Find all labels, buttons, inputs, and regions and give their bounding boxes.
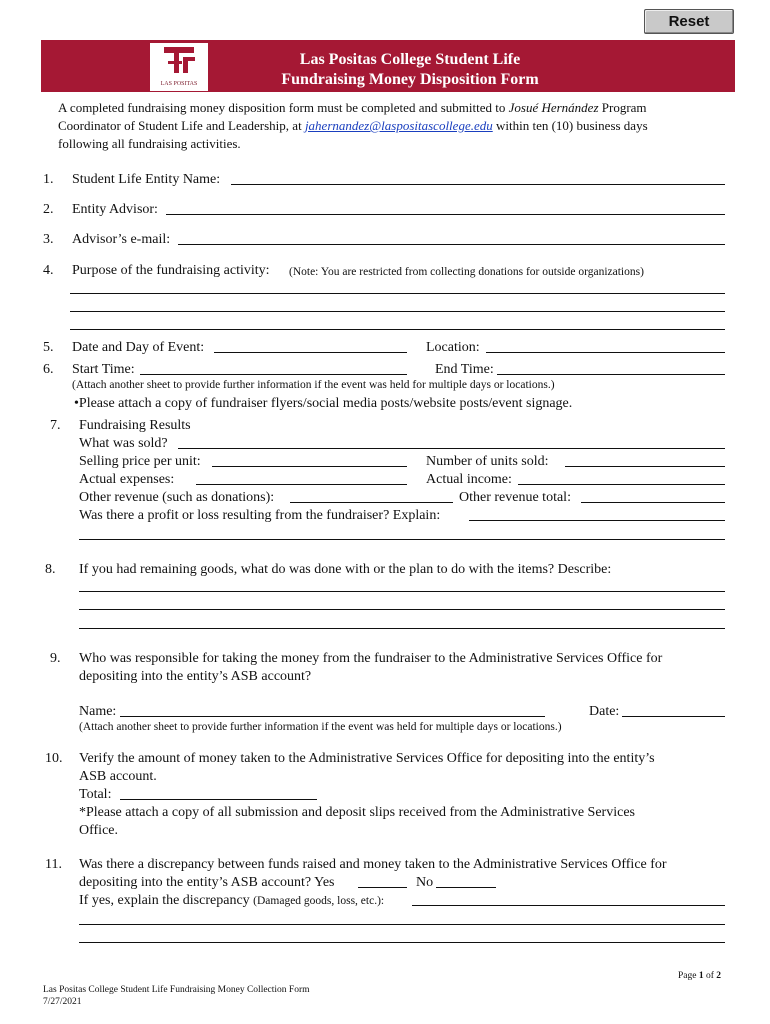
total-field[interactable] [120,799,317,800]
q9-number: 9. [50,651,61,666]
discrepancy-yes-field[interactable] [358,887,407,888]
entity-advisor-field[interactable] [166,214,725,215]
q10-attach-line2: Office. [79,823,118,838]
q9-line1: Who was responsible for taking the money from the fundraiser to the Administrative Services Office for [79,651,663,666]
q10-number: 10. [45,751,63,766]
units-sold-field[interactable] [565,466,725,467]
other-revenue-total-label: Other revenue total: [459,490,571,505]
page-number: Page 1 of 2 [678,971,722,981]
profit-loss-field-line2[interactable] [79,539,725,540]
profit-loss-label: Was there a profit or loss resulting from the fundraiser? Explain: [79,508,441,523]
total-label: Total: [79,787,112,802]
q9-line2: depositing into the entity’s ASB account? [79,669,312,684]
other-revenue-total-field[interactable] [581,502,725,503]
footer-form-name: Las Positas College Student Life Fundraising Money Collection Form [43,985,310,995]
selling-price-label: Selling price per unit: [79,454,201,469]
q5-number: 5. [43,340,54,355]
remaining-goods-field-line1[interactable] [79,591,725,592]
end-time-field[interactable] [497,374,725,375]
purpose-field-line3[interactable] [70,329,725,330]
q11-line2: depositing into the entity’s ASB account? Yes [79,875,335,890]
q6-number: 6. [43,362,54,377]
what-sold-field[interactable] [178,448,725,449]
start-time-field[interactable] [140,374,407,375]
q5-label: Date and Day of Event: [72,340,205,355]
discrepancy-explain-field-line2[interactable] [79,924,725,925]
end-time-label: End Time: [435,362,494,377]
responsible-date-label: Date: [589,704,620,719]
responsible-date-field[interactable] [622,716,725,717]
discrepancy-explain-field-line3[interactable] [79,942,725,943]
q8-label: If you had remaining goods, what do was done with or the plan to do with the items? Describe: [79,562,612,577]
event-date-field[interactable] [214,352,407,353]
remaining-goods-field-line2[interactable] [79,609,725,610]
responsible-name-label: Name: [79,704,117,719]
advisor-email-field[interactable] [178,244,725,245]
other-revenue-field[interactable] [290,502,453,503]
q1-number: 1. [43,172,54,187]
units-sold-label: Number of units sold: [426,454,549,469]
q2-number: 2. [43,202,54,217]
contact-email-link[interactable]: jahernandez@laspositascollege.edu [304,118,493,133]
q11-line1: Was there a discrepancy between funds raised and money taken to the Administrative Services Office for [79,857,667,872]
explain-label: If yes, explain the discrepancy (Damaged goods, loss, etc.): [79,893,385,908]
flyer-attach-note: •Please attach a copy of fundraiser flyers/social media posts/website posts/event signage. [74,396,573,411]
actual-expenses-field[interactable] [196,484,407,485]
remaining-goods-field-line3[interactable] [79,628,725,629]
responsible-name-field[interactable] [120,716,545,717]
q3-label: Advisor’s e-mail: [72,232,171,247]
header-title-line1: Las Positas College Student Life [299,51,521,68]
what-sold-label: What was sold? [79,436,168,451]
q4-label: Purpose of the fundraising activity: [72,263,270,278]
q10-line1: Verify the amount of money taken to the Administrative Services Office for depositing into the entity’s [79,751,655,766]
footer-date: 7/27/2021 [43,997,82,1007]
discrepancy-no-label: No [416,875,434,890]
svg-text:LAS POSITAS: LAS POSITAS [160,81,198,87]
entity-name-field[interactable] [231,184,725,185]
actual-income-field[interactable] [518,484,725,485]
header-title-line2: Fundraising Money Disposition Form [281,71,539,88]
intro-line1: A completed fundraising money disposition form must be completed and submitted to Josué Hernández Program [58,100,647,115]
discrepancy-explain-field-line1[interactable] [412,905,725,906]
selling-price-field[interactable] [212,466,407,467]
profit-loss-field-line1[interactable] [469,520,725,521]
q7-number: 7. [50,418,61,433]
q6-note: (Attach another sheet to provide further information if the event was held for multiple days or locations.) [72,379,555,391]
intro-line3: following all fundraising activities. [58,136,241,151]
location-field[interactable] [486,352,725,353]
q2-label: Entity Advisor: [72,202,158,217]
q9-note: (Attach another sheet to provide further information if the event was held for multiple days or locations.) [79,721,562,733]
reset-button[interactable]: Reset [644,9,734,34]
q10-attach-line1: *Please attach a copy of all submission and deposit slips received from the Administrative Services [79,805,635,820]
q1-label: Student Life Entity Name: [72,172,221,187]
q6-label: Start Time: [72,362,135,377]
other-revenue-label: Other revenue (such as donations): [79,490,275,505]
q11-number: 11. [45,857,62,872]
q10-line2: ASB account. [79,769,157,784]
q4-number: 4. [43,263,54,278]
actual-expenses-label: Actual expenses: [79,472,175,487]
purpose-field-line2[interactable] [70,311,725,312]
q8-number: 8. [45,562,56,577]
location-label: Location: [426,340,480,355]
q3-number: 3. [43,232,54,247]
purpose-field-line1[interactable] [70,293,725,294]
intro-line2: Coordinator of Student Life and Leadership, at jahernandez@laspositascollege.edu within ten (10) business days [58,118,648,133]
q7-label: Fundraising Results [79,418,191,433]
discrepancy-no-field[interactable] [436,887,496,888]
q4-note: (Note: You are restricted from collecting donations for outside organizations) [289,266,644,278]
actual-income-label: Actual income: [426,472,512,487]
